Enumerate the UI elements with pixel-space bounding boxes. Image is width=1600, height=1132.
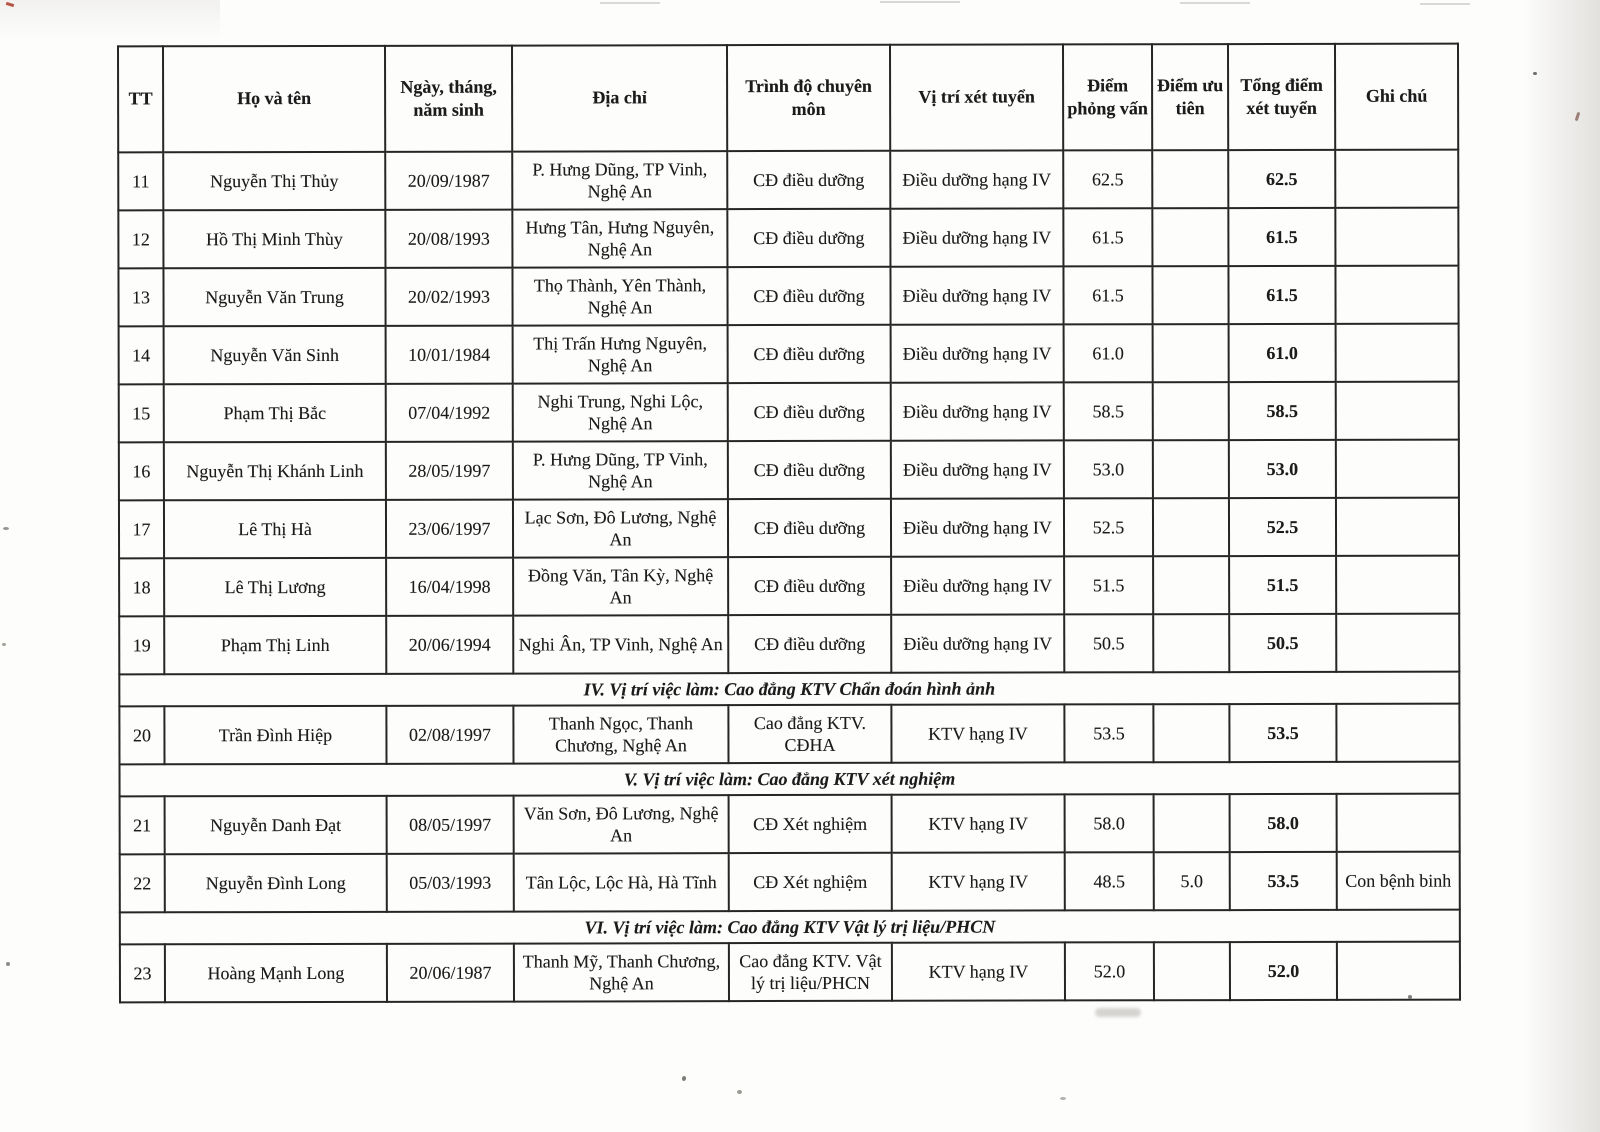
scan-speck xyxy=(1575,112,1581,121)
cell-name: Nguyễn Văn Sinh xyxy=(164,326,386,384)
cell-note xyxy=(1336,704,1459,762)
scan-artifact xyxy=(1180,2,1250,4)
col-header-priority_score: Điểm ưu tiên xyxy=(1152,44,1228,150)
cell-total: 53.5 xyxy=(1230,852,1337,910)
cell-name: Hoàng Mạnh Long xyxy=(165,944,387,1002)
cell-total: 53.5 xyxy=(1229,704,1336,762)
cell-name: Nguyễn Thị Thủy xyxy=(163,152,385,210)
col-header-dob: Ngày, tháng, năm sinh xyxy=(385,46,512,152)
cell-qualification: CĐ điều dưỡng xyxy=(727,267,890,325)
scan-artifact xyxy=(600,2,660,4)
col-header-total_score: Tổng điểm xét tuyển xyxy=(1228,44,1335,150)
cell-tt: 20 xyxy=(119,706,164,764)
cell-interview: 50.5 xyxy=(1064,614,1153,672)
cell-priority xyxy=(1153,704,1229,762)
cell-tt: 14 xyxy=(119,326,164,384)
cell-interview: 53.5 xyxy=(1064,704,1153,762)
scan-speck xyxy=(1060,1097,1066,1100)
section-row xyxy=(119,672,1459,707)
cell-qualification: Cao đẳng KTV. Vật lý trị liệu/PHCN xyxy=(729,943,892,1001)
recruitment-results-table xyxy=(117,43,1461,1004)
cell-qualification: CĐ điều dưỡng xyxy=(728,441,891,499)
cell-dob: 16/04/1998 xyxy=(386,558,513,616)
cell-note xyxy=(1335,150,1458,208)
table-row xyxy=(119,704,1459,765)
cell-position: Điều dưỡng hạng IV xyxy=(891,614,1064,672)
cell-tt: 12 xyxy=(118,210,163,268)
col-header-name: Họ và tên xyxy=(163,46,385,152)
cell-note xyxy=(1336,324,1459,382)
cell-total: 61.0 xyxy=(1229,324,1336,382)
cell-dob: 20/09/1987 xyxy=(385,152,512,210)
cell-position: Điều dưỡng hạng IV xyxy=(891,556,1064,614)
col-header-tt: TT xyxy=(118,46,163,152)
cell-address: Hưng Tân, Hưng Nguyên, Nghệ An xyxy=(512,209,727,267)
cell-total: 52.5 xyxy=(1229,498,1336,556)
section-label: VI. Vị trí việc làm: Cao đẳng KTV Vật lý trị liệu/PHCN xyxy=(120,910,1460,945)
cell-dob: 28/05/1997 xyxy=(386,442,513,500)
cell-qualification: CĐ điều dưỡng xyxy=(727,209,890,267)
cell-address: Thị Trấn Hưng Nguyên, Nghệ An xyxy=(513,325,728,383)
cell-qualification: CĐ Xét nghiệm xyxy=(729,853,892,911)
cell-name: Nguyễn Thị Khánh Linh xyxy=(164,442,386,500)
cell-note xyxy=(1336,498,1459,556)
scan-speck xyxy=(681,1076,686,1082)
cell-position: KTV hạng IV xyxy=(891,704,1064,762)
cell-address: Thanh Mỹ, Thanh Chương, Nghệ An xyxy=(514,943,729,1001)
cell-dob: 20/06/1987 xyxy=(387,944,514,1002)
cell-total: 58.0 xyxy=(1230,794,1337,852)
cell-interview: 61.5 xyxy=(1063,208,1152,266)
cell-dob: 05/03/1993 xyxy=(387,854,514,912)
table-row xyxy=(119,556,1459,617)
cell-position: Điều dưỡng hạng IV xyxy=(890,150,1063,208)
cell-interview: 48.5 xyxy=(1065,852,1154,910)
scan-speck xyxy=(737,1090,742,1094)
cell-priority xyxy=(1153,382,1229,440)
cell-note: Con bệnh binh xyxy=(1337,852,1460,910)
cell-priority xyxy=(1153,556,1229,614)
cell-address: Văn Sơn, Đô Lương, Nghệ An xyxy=(514,795,729,853)
table-row xyxy=(120,794,1460,855)
cell-interview: 61.0 xyxy=(1064,324,1153,382)
cell-priority xyxy=(1152,266,1228,324)
cell-tt: 17 xyxy=(119,500,164,558)
table-header-row xyxy=(118,44,1458,153)
cell-name: Nguyễn Văn Trung xyxy=(163,268,385,326)
cell-priority xyxy=(1154,942,1230,1000)
cell-name: Hồ Thị Minh Thùy xyxy=(163,210,385,268)
cell-tt: 13 xyxy=(118,268,163,326)
cell-note xyxy=(1336,382,1459,440)
cell-qualification: CĐ điều dưỡng xyxy=(728,615,891,673)
scan-speck xyxy=(3,527,9,530)
col-header-interview_score: Điểm phỏng vấn xyxy=(1063,44,1152,150)
scan-artifact xyxy=(1420,3,1470,5)
table-row xyxy=(118,266,1458,327)
cell-interview: 51.5 xyxy=(1064,556,1153,614)
cell-priority xyxy=(1152,208,1228,266)
table-row xyxy=(120,852,1460,913)
cell-address: Thọ Thành, Yên Thành, Nghệ An xyxy=(512,267,727,325)
cell-address: P. Hưng Dũng, TP Vinh, Nghệ An xyxy=(513,441,728,499)
cell-position: Điều dưỡng hạng IV xyxy=(890,266,1063,324)
scan-artifact xyxy=(880,1,960,3)
cell-position: Điều dưỡng hạng IV xyxy=(890,208,1063,266)
cell-name: Lê Thị Lương xyxy=(164,558,386,616)
cell-priority xyxy=(1153,440,1229,498)
cell-position: KTV hạng IV xyxy=(892,794,1065,852)
section-label: V. Vị trí việc làm: Cao đẳng KTV xét nghiệm xyxy=(120,762,1460,797)
cell-tt: 19 xyxy=(119,616,164,674)
cell-priority: 5.0 xyxy=(1154,852,1230,910)
cell-note xyxy=(1335,208,1458,266)
cell-position: Điều dưỡng hạng IV xyxy=(891,498,1064,556)
col-header-address: Địa chỉ xyxy=(512,45,727,151)
cell-priority xyxy=(1153,498,1229,556)
cell-qualification: CĐ điều dưỡng xyxy=(727,151,890,209)
cell-tt: 21 xyxy=(120,796,165,854)
cell-total: 51.5 xyxy=(1229,556,1336,614)
cell-address: Lạc Sơn, Đô Lương, Nghệ An xyxy=(513,499,728,557)
cell-total: 50.5 xyxy=(1229,614,1336,672)
cell-total: 52.0 xyxy=(1230,942,1337,1000)
cell-interview: 53.0 xyxy=(1064,440,1153,498)
cell-address: Đồng Văn, Tân Kỳ, Nghệ An xyxy=(513,557,728,615)
cell-dob: 10/01/1984 xyxy=(386,326,513,384)
cell-address: Nghi Ân, TP Vinh, Nghệ An xyxy=(513,615,728,673)
cell-tt: 22 xyxy=(120,854,165,912)
cell-address: Tân Lộc, Lộc Hà, Hà Tĩnh xyxy=(514,853,729,911)
section-label: IV. Vị trí việc làm: Cao đẳng KTV Chẩn đoán hình ảnh xyxy=(119,672,1459,707)
cell-dob: 20/06/1994 xyxy=(386,616,513,674)
cell-position: Điều dưỡng hạng IV xyxy=(891,440,1064,498)
cell-interview: 62.5 xyxy=(1063,150,1152,208)
cell-qualification: CĐ Xét nghiệm xyxy=(729,795,892,853)
cell-interview: 61.5 xyxy=(1063,266,1152,324)
cell-priority xyxy=(1153,324,1229,382)
cell-dob: 20/02/1993 xyxy=(385,268,512,326)
cell-dob: 20/08/1993 xyxy=(385,210,512,268)
cell-note xyxy=(1337,794,1460,852)
cell-tt: 11 xyxy=(118,152,163,210)
cell-tt: 16 xyxy=(119,442,164,500)
cell-name: Trần Đình Hiệp xyxy=(164,706,386,764)
table-row xyxy=(119,440,1459,501)
table-row xyxy=(118,150,1458,211)
section-row xyxy=(120,910,1460,945)
cell-position: Điều dưỡng hạng IV xyxy=(891,382,1064,440)
cell-priority xyxy=(1152,150,1228,208)
cell-note xyxy=(1336,614,1459,672)
cell-dob: 02/08/1997 xyxy=(386,706,513,764)
cell-tt: 23 xyxy=(120,944,165,1002)
table-row xyxy=(118,208,1458,269)
cell-qualification: Cao đẳng KTV. CĐHA xyxy=(728,705,891,763)
col-header-position: Vị trí xét tuyển xyxy=(890,44,1063,150)
cell-total: 61.5 xyxy=(1228,208,1335,266)
cell-dob: 07/04/1992 xyxy=(386,384,513,442)
cell-qualification: CĐ điều dưỡng xyxy=(728,499,891,557)
scan-smudge xyxy=(1095,1008,1141,1017)
cell-total: 58.5 xyxy=(1229,382,1336,440)
cell-dob: 08/05/1997 xyxy=(387,796,514,854)
col-header-qualification: Trình độ chuyên môn xyxy=(727,45,890,151)
cell-interview: 58.5 xyxy=(1064,382,1153,440)
section-row xyxy=(120,762,1460,797)
scan-red-mark xyxy=(6,2,15,7)
table-row xyxy=(119,498,1459,559)
cell-tt: 18 xyxy=(119,558,164,616)
scan-speck xyxy=(1533,72,1537,75)
cell-dob: 23/06/1997 xyxy=(386,500,513,558)
col-header-note: Ghi chú xyxy=(1335,44,1458,150)
cell-address: Thanh Ngọc, Thanh Chương, Nghệ An xyxy=(513,705,728,763)
cell-name: Phạm Thị Linh xyxy=(164,616,386,674)
cell-tt: 15 xyxy=(119,384,164,442)
cell-qualification: CĐ điều dưỡng xyxy=(728,325,891,383)
table-row xyxy=(119,614,1459,675)
cell-interview: 52.0 xyxy=(1065,942,1154,1000)
table-row xyxy=(119,382,1459,443)
cell-note xyxy=(1336,440,1459,498)
cell-name: Nguyễn Danh Đạt xyxy=(165,796,387,854)
cell-position: Điều dưỡng hạng IV xyxy=(891,324,1064,382)
cell-position: KTV hạng IV xyxy=(892,942,1065,1000)
table-row xyxy=(120,942,1460,1003)
cell-position: KTV hạng IV xyxy=(892,852,1065,910)
cell-qualification: CĐ điều dưỡng xyxy=(728,383,891,441)
cell-priority xyxy=(1153,614,1229,672)
cell-note xyxy=(1336,556,1459,614)
cell-qualification: CĐ điều dưỡng xyxy=(728,557,891,615)
cell-interview: 58.0 xyxy=(1065,794,1154,852)
cell-address: Nghi Trung, Nghi Lộc, Nghệ An xyxy=(513,383,728,441)
cell-total: 61.5 xyxy=(1228,266,1335,324)
cell-note xyxy=(1337,942,1460,1000)
cell-name: Nguyễn Đình Long xyxy=(165,854,387,912)
scan-shadow-top xyxy=(0,0,220,40)
cell-name: Phạm Thị Bắc xyxy=(164,384,386,442)
cell-note xyxy=(1335,266,1458,324)
cell-address: P. Hưng Dũng, TP Vinh, Nghệ An xyxy=(512,151,727,209)
cell-total: 53.0 xyxy=(1229,440,1336,498)
scan-speck xyxy=(6,962,10,966)
cell-priority xyxy=(1154,794,1230,852)
cell-total: 62.5 xyxy=(1228,150,1335,208)
scan-speck xyxy=(2,643,6,646)
cell-interview: 52.5 xyxy=(1064,498,1153,556)
table-row xyxy=(119,324,1459,385)
cell-name: Lê Thị Hà xyxy=(164,500,386,558)
scan-shadow-right xyxy=(1522,0,1600,1132)
